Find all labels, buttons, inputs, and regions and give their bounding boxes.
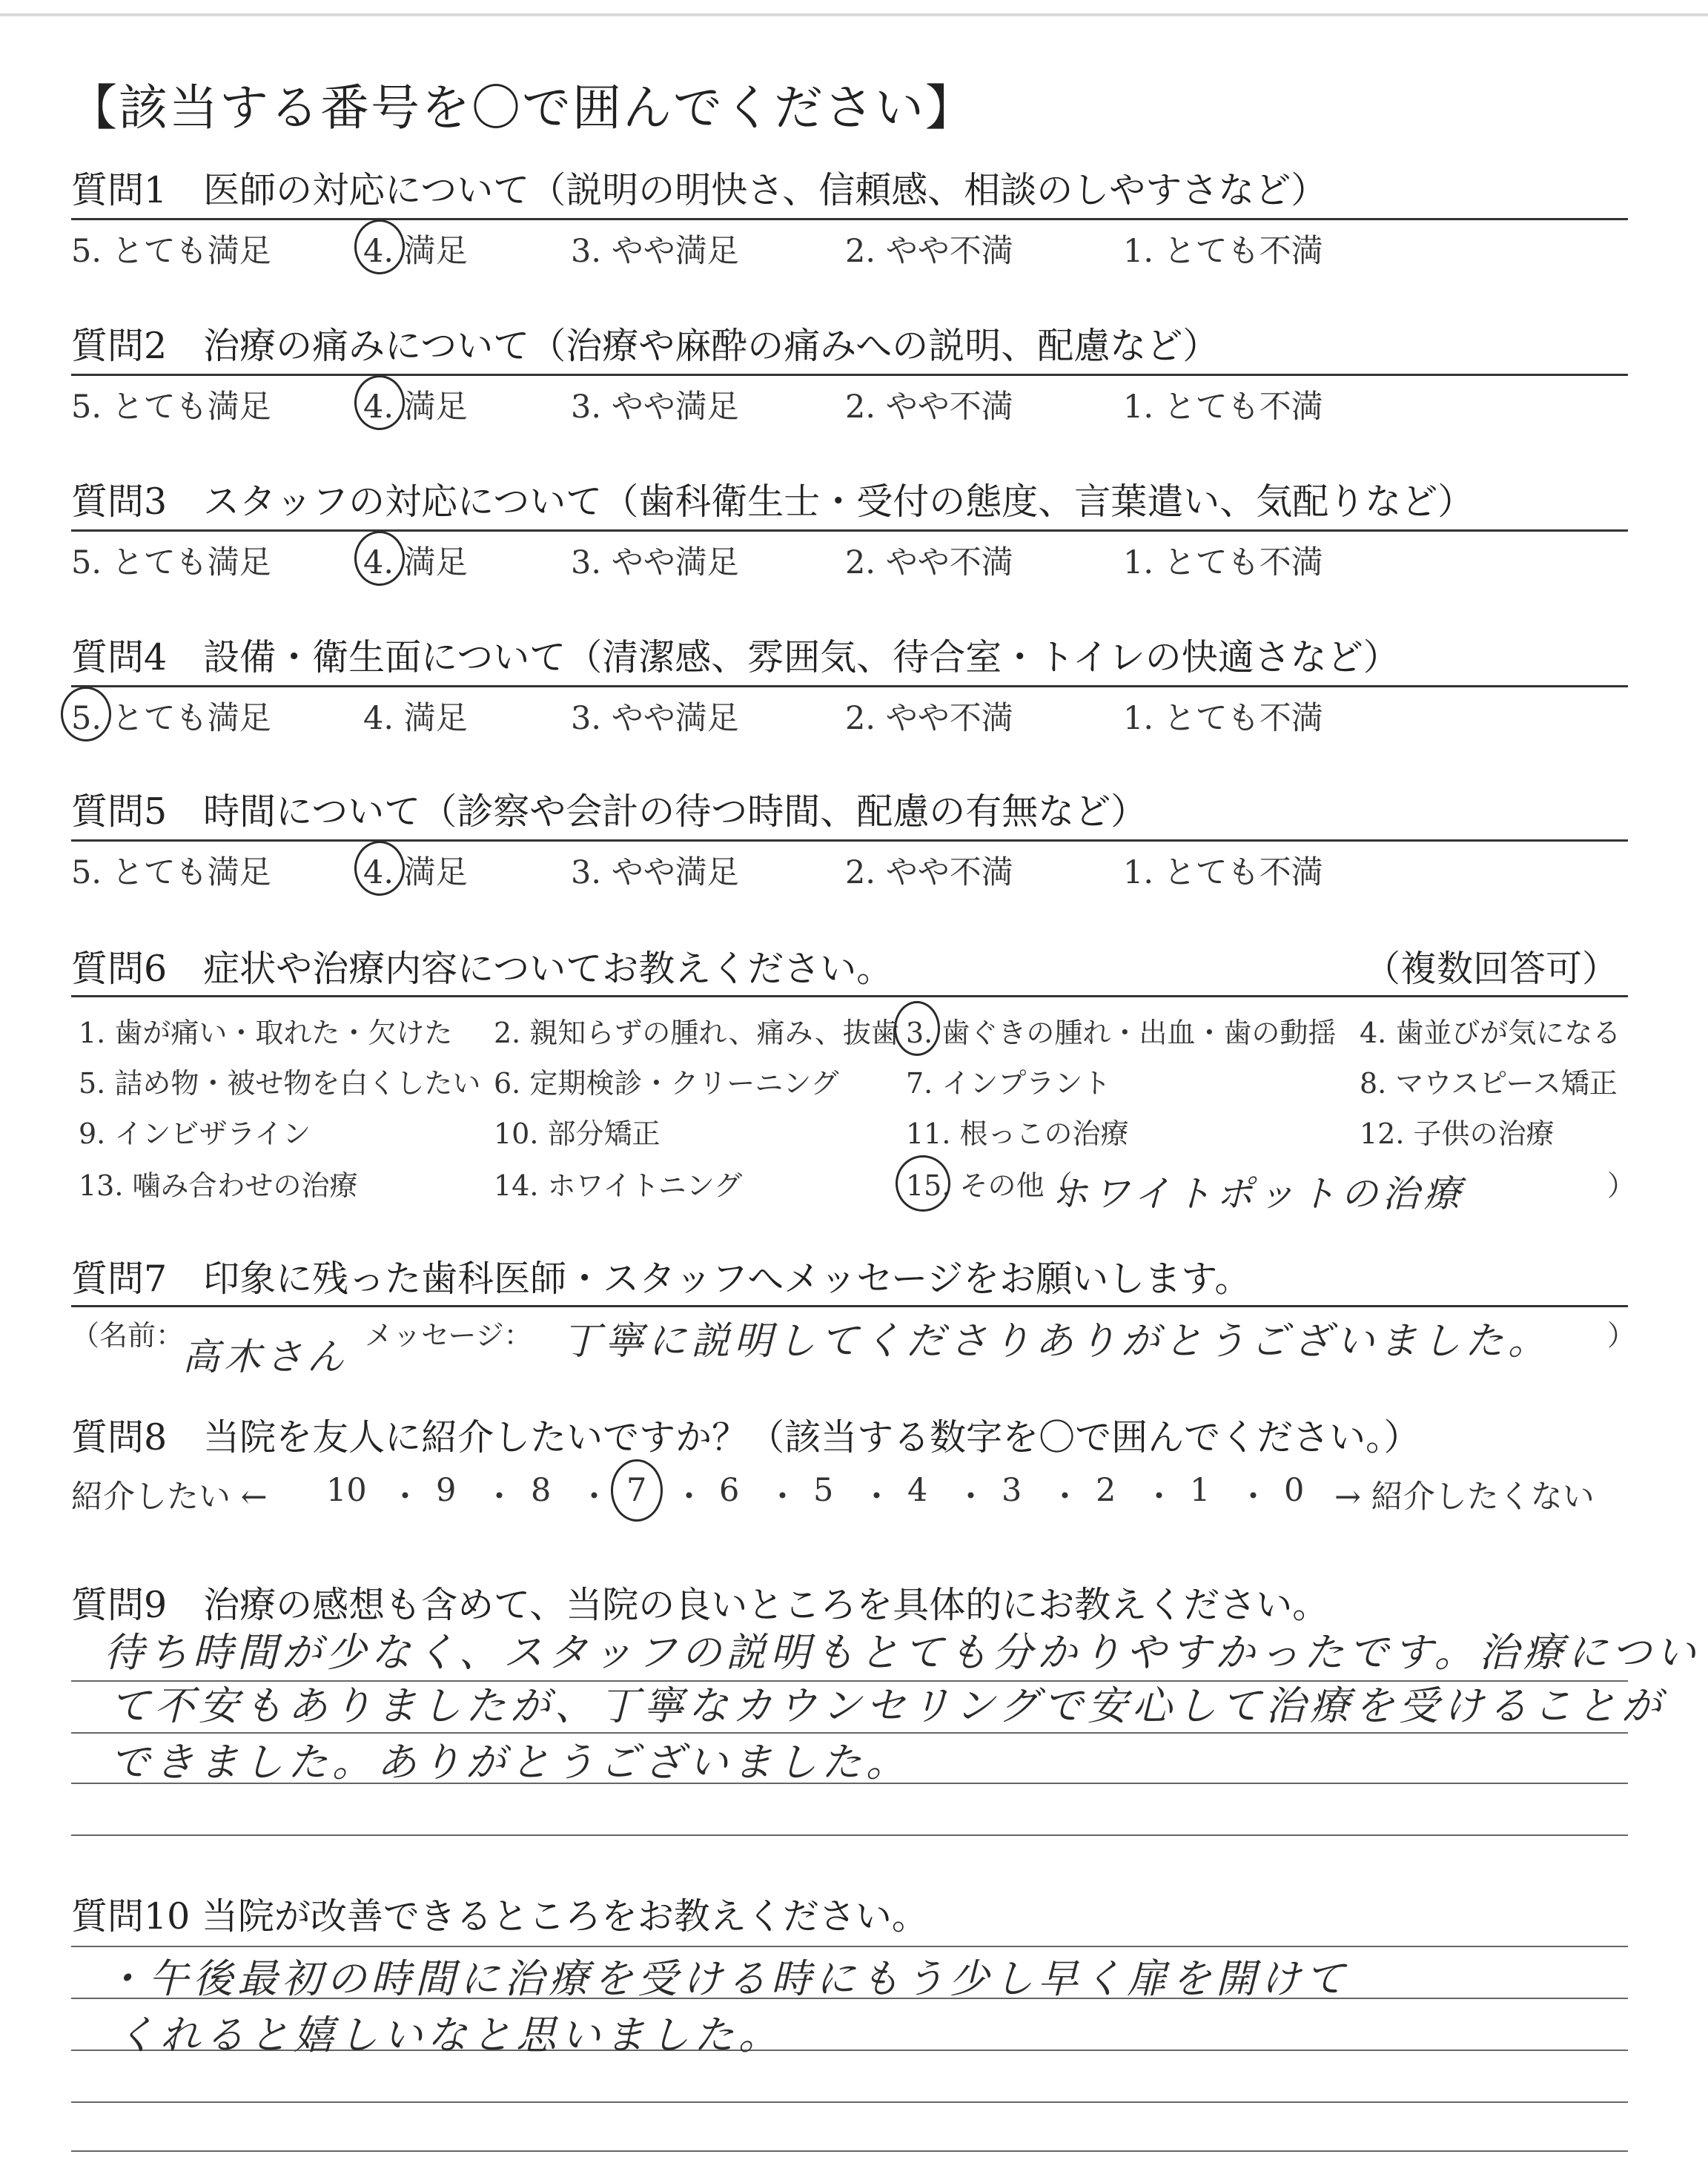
q5-option-5[interactable]: 5. とても満足 bbox=[71, 854, 271, 891]
q9-line-4 bbox=[71, 1834, 1628, 1836]
q6-option-11[interactable]: 11. 根っこの治療 bbox=[906, 1117, 1129, 1150]
q6-option-14[interactable]: 14. ホワイトニング bbox=[494, 1169, 743, 1202]
q6-option-15[interactable]: 15. その他（ bbox=[906, 1169, 1073, 1202]
q5-selected-circle bbox=[354, 841, 405, 896]
q6-option-7[interactable]: 7. インプラント bbox=[906, 1067, 1111, 1100]
q8-value-6[interactable]: 6 bbox=[719, 1472, 740, 1509]
q8-dot: ・ bbox=[673, 1479, 705, 1516]
q8-value-7[interactable]: 7 bbox=[626, 1472, 647, 1509]
q5-heading: 質問5 時間について（診察や会計の待つ時間、配慮の有無など） bbox=[71, 790, 1148, 833]
q4-selected-circle bbox=[61, 687, 111, 742]
q8-value-9[interactable]: 9 bbox=[436, 1472, 457, 1509]
q1-option-5[interactable]: 5. とても満足 bbox=[71, 233, 271, 270]
q6-option-8[interactable]: 8. マウスピース矯正 bbox=[1360, 1067, 1618, 1100]
q5-option-1[interactable]: 1. とても不満 bbox=[1123, 854, 1323, 891]
q8-dot: ・ bbox=[767, 1479, 798, 1516]
q2-selected-circle bbox=[354, 375, 405, 430]
q8-dot: ・ bbox=[1049, 1479, 1081, 1516]
q1-heading: 質問1 医師の対応について（説明の明快さ、信頼感、相談のしやすさなど） bbox=[71, 169, 1328, 211]
q6-option-12[interactable]: 12. 子供の治療 bbox=[1360, 1117, 1555, 1150]
q8-right-label: → 紹介したくない bbox=[1334, 1479, 1595, 1516]
q7-rule bbox=[71, 1305, 1628, 1307]
q3-option-1[interactable]: 1. とても不満 bbox=[1123, 544, 1323, 581]
q6-heading: 質問6 症状や治療内容についてお教えください。 bbox=[71, 948, 893, 990]
q2-option-5[interactable]: 5. とても満足 bbox=[71, 389, 271, 426]
q8-dot: ・ bbox=[955, 1479, 987, 1516]
q6-option-5[interactable]: 5. 詰め物・被せ物を白くしたい bbox=[79, 1067, 481, 1100]
q3-option-3[interactable]: 3. やや満足 bbox=[571, 544, 739, 581]
q8-dot: ・ bbox=[483, 1479, 515, 1516]
q6-option-13[interactable]: 13. 噛み合わせの治療 bbox=[79, 1169, 358, 1202]
q10-answer-line-1: ・午後最初の時間に治療を受ける時にもう少し早く扉を開けて bbox=[104, 1955, 1349, 2002]
q1-selected-circle bbox=[354, 219, 405, 274]
top-border bbox=[0, 13, 1708, 16]
q8-selected-circle bbox=[611, 1459, 663, 1522]
q3-selected-circle bbox=[354, 531, 405, 586]
q8-left-label: 紹介したい ← bbox=[71, 1479, 268, 1516]
q9-heading: 質問9 治療の感想も含めて、当院の良いところを具体的にお教えください。 bbox=[71, 1584, 1329, 1626]
q3-option-4[interactable]: 4. 満足 bbox=[363, 544, 468, 581]
q4-rule bbox=[71, 685, 1628, 687]
q6-other-close-paren: ） bbox=[1607, 1169, 1636, 1202]
q7-close-paren: ） bbox=[1607, 1319, 1636, 1352]
q8-value-2[interactable]: 2 bbox=[1096, 1472, 1116, 1509]
q8-value-8[interactable]: 8 bbox=[531, 1472, 552, 1509]
q8-dot: ・ bbox=[389, 1479, 421, 1516]
q5-option-2[interactable]: 2. やや不満 bbox=[845, 854, 1013, 891]
q6-option-6[interactable]: 6. 定期検診・クリーニング bbox=[494, 1067, 839, 1100]
q6-multiple-note: （複数回答可） bbox=[1364, 948, 1619, 990]
q8-dot: ・ bbox=[1143, 1479, 1175, 1516]
q1-rule bbox=[71, 218, 1628, 220]
q3-rule bbox=[71, 529, 1628, 532]
q10-line-4 bbox=[71, 2101, 1628, 2103]
q8-value-5[interactable]: 5 bbox=[813, 1472, 834, 1509]
q7-message-label: メッセージ： bbox=[365, 1319, 532, 1352]
q8-dot: ・ bbox=[578, 1479, 610, 1516]
q8-value-3[interactable]: 3 bbox=[1002, 1472, 1022, 1509]
q6-option-2[interactable]: 2. 親知らずの腫れ、痛み、抜歯 bbox=[494, 1017, 899, 1049]
q4-option-1[interactable]: 1. とても不満 bbox=[1123, 700, 1323, 737]
q7-name-handwritten: 高木さん bbox=[182, 1335, 348, 1378]
q10-answer-line-2: くれると嬉しいなと思いました。 bbox=[116, 2012, 783, 2058]
q9-answer-line-3: できました。ありがとうございました。 bbox=[110, 1739, 910, 1786]
q7-name-label: （名前： bbox=[71, 1319, 185, 1352]
q4-option-5[interactable]: 5. とても満足 bbox=[71, 700, 271, 737]
q8-value-0[interactable]: 0 bbox=[1284, 1472, 1305, 1509]
q9-answer-line-2: て不安もありましたが、丁寧なカウンセリングで安心して治療を受けることが bbox=[110, 1682, 1666, 1729]
q1-option-3[interactable]: 3. やや満足 bbox=[571, 233, 739, 270]
page-title: 【該当する番号を〇で囲んでください】 bbox=[68, 79, 976, 136]
q7-heading: 質問7 印象に残った歯科医師・スタッフへメッセージをお願いします。 bbox=[71, 1258, 1251, 1300]
q1-option-4[interactable]: 4. 満足 bbox=[363, 233, 468, 270]
q1-option-1[interactable]: 1. とても不満 bbox=[1123, 233, 1323, 270]
q9-answer-line-1: 待ち時間が少なく、スタッフの説明もとても分かりやすかったです。治療につい bbox=[104, 1629, 1701, 1676]
q7-message-handwritten: 丁寧に説明してくださりありがとうございました。 bbox=[562, 1319, 1552, 1364]
q4-option-3[interactable]: 3. やや満足 bbox=[571, 700, 739, 737]
q6-option-1[interactable]: 1. 歯が痛い・取れた・欠けた bbox=[79, 1017, 453, 1049]
q6-rule bbox=[71, 995, 1628, 997]
q10-heading: 質問10 当院が改善できるところをお教えください。 bbox=[71, 1895, 928, 1938]
q2-option-2[interactable]: 2. やや不満 bbox=[845, 389, 1013, 426]
q3-option-2[interactable]: 2. やや不満 bbox=[845, 544, 1013, 581]
q6-option-10[interactable]: 10. 部分矯正 bbox=[494, 1117, 661, 1150]
q6-option-4[interactable]: 4. 歯並びが気になる bbox=[1360, 1017, 1621, 1049]
q8-heading: 質問8 当院を友人に紹介したいですか？（該当する数字を〇で囲んでください。） bbox=[71, 1416, 1420, 1459]
q2-option-4[interactable]: 4. 満足 bbox=[363, 389, 468, 426]
q2-option-1[interactable]: 1. とても不満 bbox=[1123, 389, 1323, 426]
q10-line-5 bbox=[71, 2150, 1628, 2152]
q2-option-3[interactable]: 3. やや満足 bbox=[571, 389, 739, 426]
q6-option-3[interactable]: 3. 歯ぐきの腫れ・出血・歯の動揺 bbox=[906, 1017, 1337, 1049]
q1-option-2[interactable]: 2. やや不満 bbox=[845, 233, 1013, 270]
q2-heading: 質問2 治療の痛みについて（治療や麻酔の痛みへの説明、配慮など） bbox=[71, 325, 1219, 367]
q8-dot: ・ bbox=[1237, 1479, 1269, 1516]
q8-value-4[interactable]: 4 bbox=[907, 1472, 928, 1509]
q3-option-5[interactable]: 5. とても満足 bbox=[71, 544, 271, 581]
q6-option-9[interactable]: 9. インビザライン bbox=[79, 1117, 311, 1150]
q8-value-10[interactable]: 10 bbox=[326, 1472, 367, 1509]
q5-option-4[interactable]: 4. 満足 bbox=[363, 854, 468, 891]
q8-value-1[interactable]: 1 bbox=[1190, 1472, 1211, 1509]
q3-heading: 質問3 スタッフの対応について（歯科衛生士・受付の態度、言葉遣い、気配りなど） bbox=[71, 480, 1474, 523]
q6-other-handwritten: ホワイトポットの治療 bbox=[1051, 1172, 1466, 1215]
q8-dot: ・ bbox=[861, 1479, 893, 1516]
q2-rule bbox=[71, 374, 1628, 376]
q4-heading: 質問4 設備・衛生面について（清潔感、雰囲気、待合室・トイレの快適さなど） bbox=[71, 636, 1400, 678]
q4-option-4[interactable]: 4. 満足 bbox=[363, 700, 468, 737]
q5-rule bbox=[71, 839, 1628, 842]
q4-option-2[interactable]: 2. やや不満 bbox=[845, 700, 1013, 737]
q6-selected-circle-15 bbox=[896, 1155, 950, 1212]
q5-option-3[interactable]: 3. やや満足 bbox=[571, 854, 739, 891]
q6-selected-circle-3 bbox=[894, 1001, 940, 1056]
